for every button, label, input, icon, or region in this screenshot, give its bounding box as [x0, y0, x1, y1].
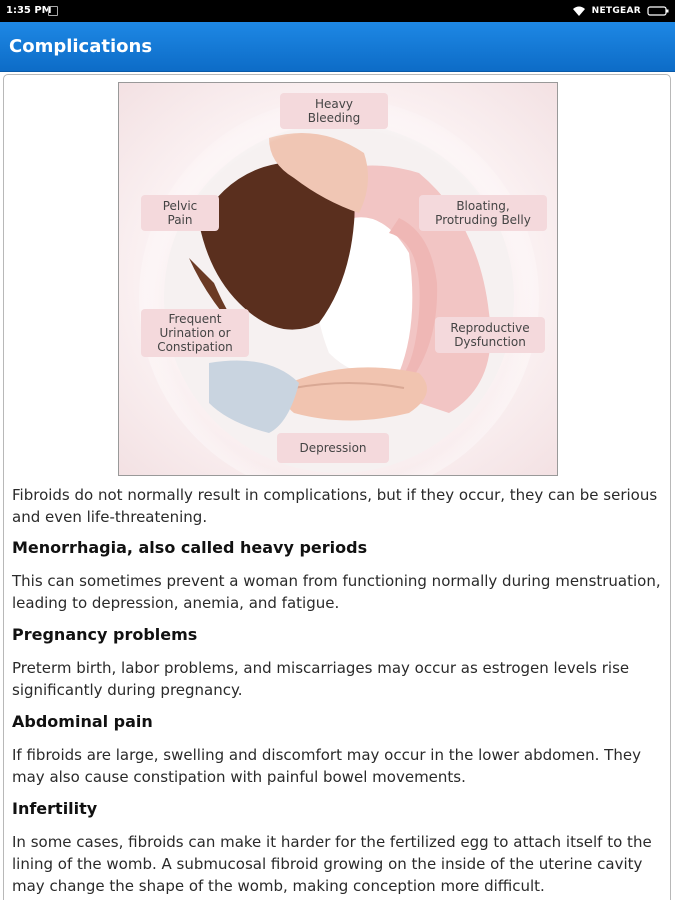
section-body: Preterm birth, labor problems, and miscarriages may occur as estrogen levels rise significantly during pregnancy.	[12, 659, 630, 699]
status-time: 1:35 PM	[6, 5, 52, 16]
article-content	[12, 484, 664, 897]
wifi-icon	[572, 5, 586, 17]
section-heading: Pregnancy problems	[12, 625, 198, 644]
section-heading: Menorrhagia, also called heavy periods	[12, 538, 368, 557]
battery-icon	[647, 6, 669, 16]
notification-icon	[48, 6, 58, 16]
complications-figure	[118, 82, 558, 476]
section-heading: Infertility	[12, 799, 98, 818]
page-title: Complications	[9, 36, 153, 57]
label-frequent-urination: Frequent Urination or Constipation	[141, 309, 249, 357]
label-pelvic-pain: Pelvic Pain	[141, 195, 219, 231]
section-body: In some cases, fibroids can make it harder for the fertilized egg to attach itself to the lining of the womb. A submucosal fibroid growing on the inside of the uterine cavity may change the shape of the womb, making conception more difficult.	[12, 833, 652, 895]
status-bar	[0, 0, 675, 22]
section-heading: Abdominal pain	[12, 712, 153, 731]
woman-illustration	[119, 83, 558, 476]
section-body: If fibroids are large, swelling and discomfort may occur in the lower abdomen. They may also cause constipation with painful bowel movements.	[12, 746, 641, 786]
app-bar	[0, 22, 675, 72]
label-bloating: Bloating, Protruding Belly	[419, 195, 547, 231]
label-reproductive-dysfunction: Reproductive Dysfunction	[435, 317, 545, 353]
label-depression: Depression	[277, 433, 389, 463]
intro-paragraph: Fibroids do not normally result in complications, but if they occur, they can be serious and even life-threatening.	[12, 486, 658, 526]
network-name: NETGEAR	[591, 6, 641, 16]
status-indicators	[572, 4, 669, 18]
label-heavy-bleeding: Heavy Bleeding	[280, 93, 388, 129]
section-body: This can sometimes prevent a woman from functioning normally during menstruation, leading to depression, anemia, and fatigue.	[12, 572, 661, 612]
